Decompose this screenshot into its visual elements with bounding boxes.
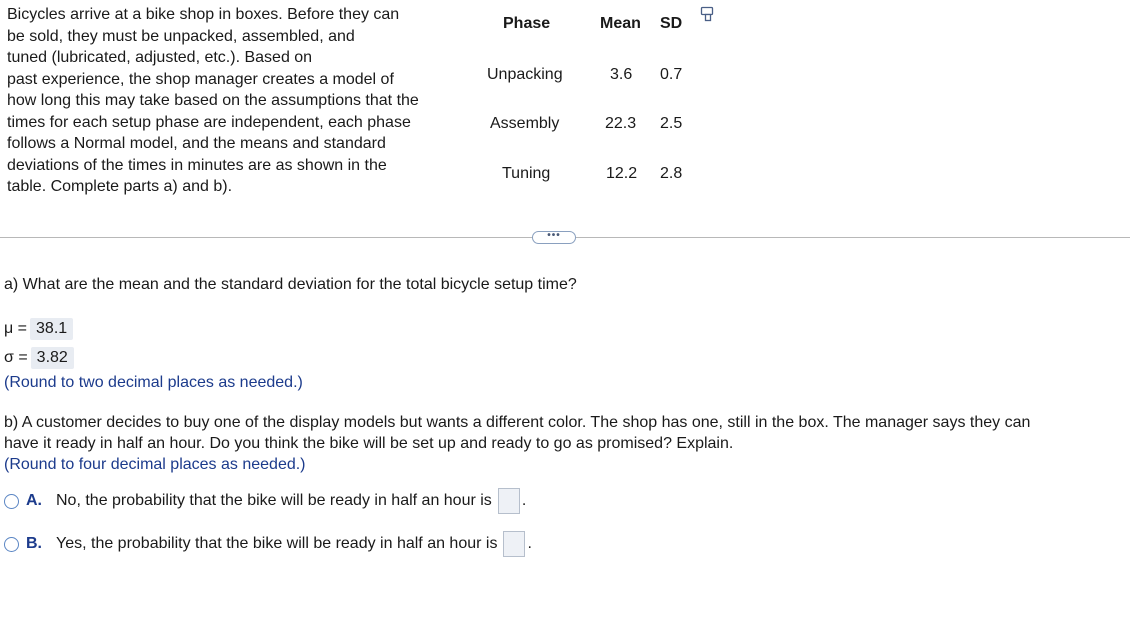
- table-cell-mean: 3.6: [610, 66, 633, 83]
- part-b-question-line: have it ready in half an hour. Do you think the bike will be set up and ready to go as promised? Explain.: [4, 435, 734, 452]
- intro-line: table. Complete parts a) and b).: [7, 178, 233, 195]
- part-b-question-line: b) A customer decides to buy one of the display models but wants a different color. The shop has one, still in the box. The manager says they can: [4, 414, 1031, 431]
- part-b-question: [4, 412, 1124, 454]
- table-header-mean: Mean: [600, 15, 641, 32]
- copy-icon[interactable]: [700, 6, 716, 22]
- part-b-hint: (Round to four decimal places as needed.): [4, 456, 306, 473]
- option-b-input[interactable]: [503, 531, 525, 557]
- table-cell-sd: 2.5: [660, 115, 683, 132]
- option-a-radio[interactable]: [4, 494, 19, 509]
- table-cell-sd: 2.8: [660, 165, 683, 182]
- mu-label: μ =: [4, 320, 28, 337]
- table-cell-sd: 0.7: [660, 66, 683, 83]
- table-cell-phase: Unpacking: [487, 66, 563, 83]
- option-b-suffix: .: [527, 535, 532, 552]
- mu-answer[interactable]: 38.1: [30, 318, 73, 340]
- intro-line: past experience, the shop manager creates a model of: [7, 70, 394, 88]
- intro-line: tuned (lubricated, adjusted, etc.). Based on: [7, 49, 313, 66]
- intro-line: how long this may take based on the assumptions that the: [7, 92, 419, 109]
- option-a-letter: A.: [26, 492, 42, 509]
- intro-line: deviations of the times in minutes are as shown in the: [7, 156, 387, 174]
- option-a-suffix: .: [521, 492, 527, 509]
- option-b-text: Yes, the probability that the bike will be ready in half an hour is: [56, 535, 498, 552]
- sigma-label: σ =: [4, 349, 28, 366]
- part-a-question: a) What are the mean and the standard deviation for the total bicycle setup time?: [4, 276, 577, 293]
- mu-answer-row: [4, 318, 73, 340]
- option-a-input[interactable]: [498, 488, 520, 514]
- intro-line: be sold, they must be unpacked, assembled, and: [7, 27, 355, 45]
- more-dots-icon: •••: [547, 229, 561, 241]
- table-cell-phase: Tuning: [502, 165, 551, 182]
- intro-line: Bicycles arrive at a bike shop in boxes. Before they can: [7, 6, 400, 23]
- table-cell-phase: Assembly: [490, 115, 560, 132]
- option-b[interactable]: [4, 531, 532, 557]
- table-header-sd: SD: [660, 15, 683, 32]
- problem-intro: [7, 4, 477, 198]
- sigma-answer-row: [4, 347, 74, 369]
- option-b-letter: B.: [26, 535, 42, 552]
- option-a-text: No, the probability that the bike will be ready in half an hour is: [56, 492, 492, 509]
- expand-more-button[interactable]: [532, 231, 576, 244]
- intro-line: times for each setup phase are independent, each phase: [7, 113, 411, 131]
- table-cell-mean: 12.2: [606, 165, 638, 182]
- intro-line: follows a Normal model, and the means and standard: [7, 135, 386, 152]
- part-a-hint: (Round to two decimal places as needed.): [4, 374, 303, 391]
- table-header-phase: Phase: [503, 15, 551, 32]
- sigma-answer[interactable]: 3.82: [31, 347, 74, 369]
- table-cell-mean: 22.3: [605, 115, 637, 132]
- option-b-radio[interactable]: [4, 537, 19, 552]
- option-a[interactable]: [4, 488, 526, 514]
